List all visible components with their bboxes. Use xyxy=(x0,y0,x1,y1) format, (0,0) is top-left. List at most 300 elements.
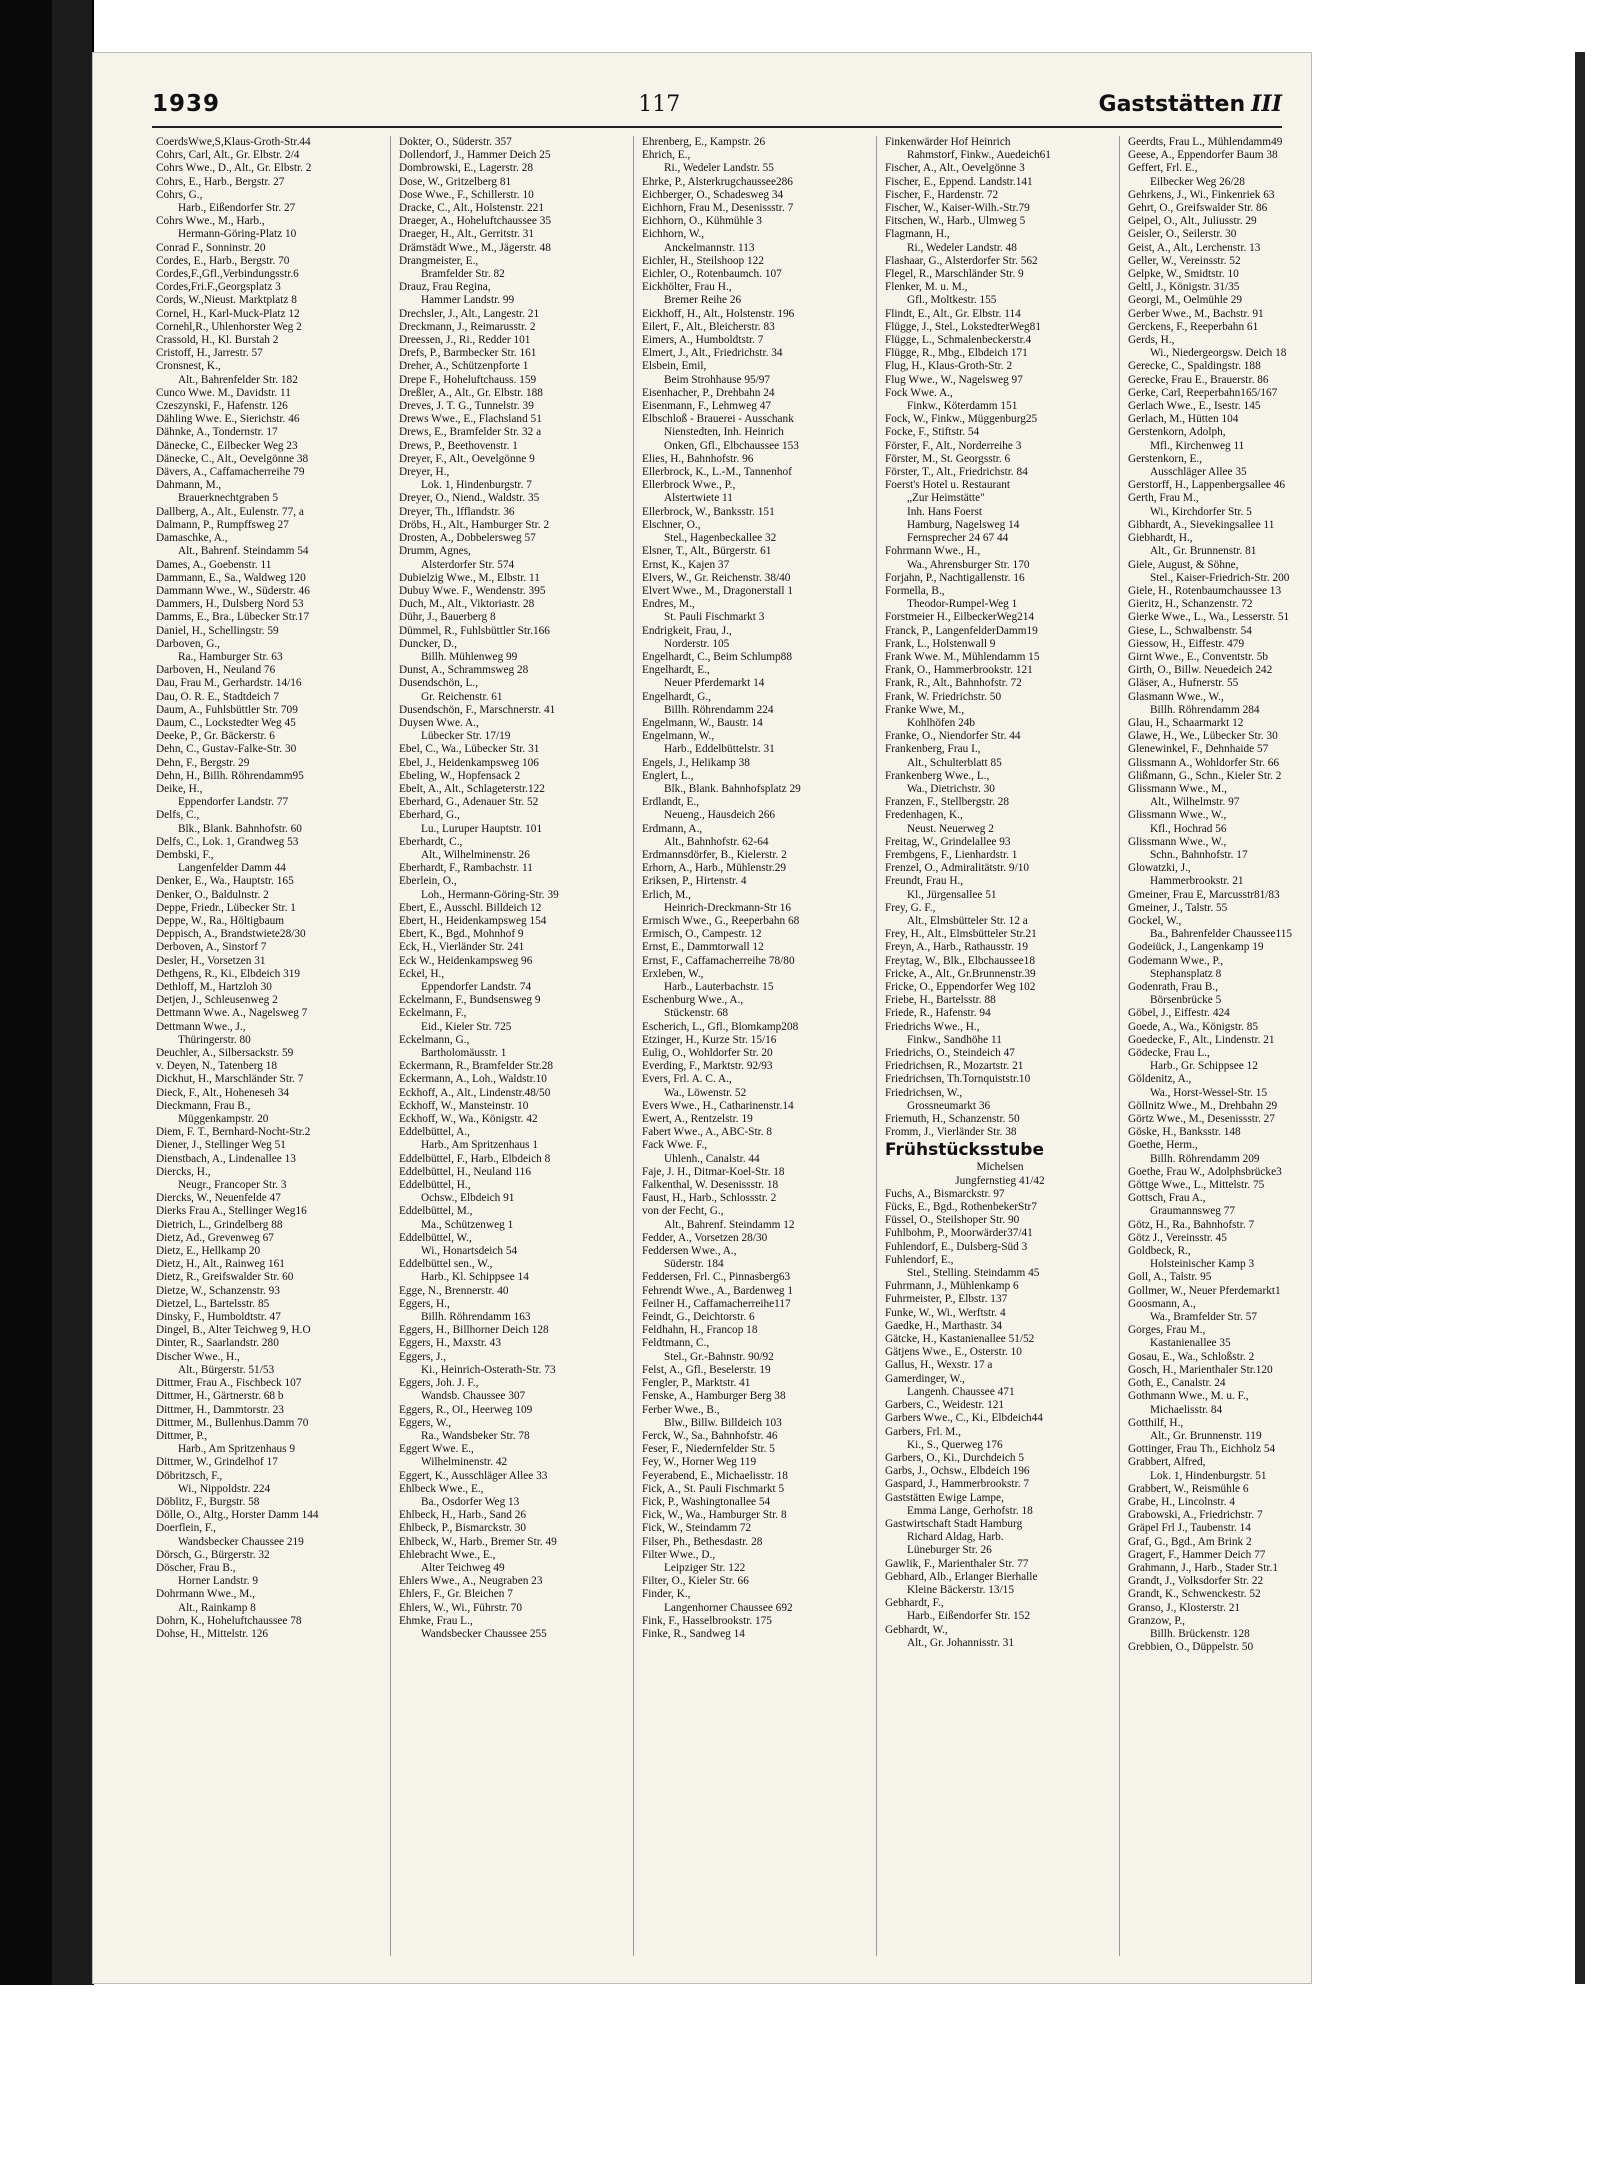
directory-entry: Wi., Niedergeorgsw. Deich 18 xyxy=(1150,347,1287,360)
directory-entry: Ehlbeck, W., Harb., Bremer Str. 49 xyxy=(399,1535,557,1548)
directory-entry: Langenfelder Damm 44 xyxy=(178,862,286,875)
directory-entry: Fücks, E., Bgd., RothenbekerStr7 xyxy=(885,1201,1037,1214)
directory-entry: Fischer, F., Hardenstr. 72 xyxy=(885,188,999,201)
directory-entry: Fromm, J., Vierländer Str. 38 xyxy=(885,1126,1017,1139)
directory-entry: Giebhardt, H., xyxy=(1128,532,1193,545)
directory-entry: Dusendschön, L., xyxy=(399,677,479,690)
directory-entry: Eberlein, O., xyxy=(399,875,457,888)
directory-entry: Gaedke, H., Marthastr. 34 xyxy=(885,1319,1003,1332)
directory-entry: Drauz, Frau Regina, xyxy=(399,281,491,294)
directory-entry: Dallberg, A., Alt., Eulenstr. 77, a xyxy=(156,505,304,518)
directory-entry: Feddersen Wwe., A., xyxy=(642,1245,737,1258)
directory-entry: Fabert Wwe., A., ABC-Str. 8 xyxy=(642,1126,773,1139)
directory-entry: Dalmann, P., Rumpffsweg 27 xyxy=(156,518,289,531)
directory-entry: Ehlers, W., Wi., Führstr. 70 xyxy=(399,1601,522,1614)
directory-entry: CoerdsWwe,S,Klaus-Groth-Str.44 xyxy=(156,136,311,148)
directory-entry: Gerds, H., xyxy=(1128,334,1175,347)
directory-entry: Gaststätten Ewige Lampe, xyxy=(885,1491,1004,1504)
directory-entry: Deppisch, A., Brandstwiete28/30 xyxy=(156,928,306,941)
directory-entry: Eichberger, O., Schadesweg 34 xyxy=(642,188,784,201)
directory-entry: Ra., Hamburger Str. 63 xyxy=(178,650,283,663)
directory-entry: Gerstenkorn, E., xyxy=(1128,452,1203,465)
directory-entry: Ermisch, O., Campestr. 12 xyxy=(642,928,762,941)
directory-entry: Görtz Wwe., M., Desenissstr. 27 xyxy=(1128,1113,1275,1126)
directory-entry: Gallus, H., Wexstr. 17 a xyxy=(885,1359,993,1372)
directory-entry: Finder, K., xyxy=(642,1588,691,1601)
directory-entry: Eckhoff, W., Mansteinstr. 10 xyxy=(399,1099,529,1112)
directory-entry: Ebel, C., Wa., Lübecker Str. 31 xyxy=(399,743,540,756)
directory-entry: Engelhardt, C., Beim Schlump88 xyxy=(642,650,792,663)
directory-entry: Dittmer, Frau A., Fischbeck 107 xyxy=(156,1377,302,1390)
directory-entry: Garbers, O., Ki., Durchdeich 5 xyxy=(885,1451,1024,1464)
directory-entry: Eickhoff, H., Alt., Holstenstr. 196 xyxy=(642,307,795,320)
directory-entry: Harb., Eißendorfer Str. 27 xyxy=(178,202,296,215)
directory-entry: Förster, F., Alt., Norderreihe 3 xyxy=(885,439,1022,452)
directory-entry: Lübecker Str. 17/19 xyxy=(421,730,511,743)
directory-entry: Leipziger Str. 122 xyxy=(664,1561,746,1574)
directory-entry: Diem, F. T., Bernhard-Nocht-Str.2 xyxy=(156,1126,311,1139)
directory-entry: Ellerbrock Wwe., P., xyxy=(642,479,736,492)
directory-entry: Duch, M., Alt., Viktoriastr. 28 xyxy=(399,598,535,611)
page-year: 1939 xyxy=(152,91,221,117)
directory-entry: Dubielzig Wwe., M., Elbstr. 11 xyxy=(399,571,540,584)
directory-entry: Dokter, O., Süderstr. 357 xyxy=(399,136,512,148)
directory-entry: Eckermann, A., Loh., Waldstr.10 xyxy=(399,1073,547,1086)
directory-entry: Ehrke, P., Alsterkrugchaussee286 xyxy=(642,175,793,188)
directory-entry: Langenhorner Chaussee 692 xyxy=(664,1601,793,1614)
directory-entry: Dusendschön, F., Marschnerstr. 41 xyxy=(399,703,556,716)
directory-entry: Lu., Luruper Hauptstr. 101 xyxy=(421,822,543,835)
directory-entry: Erlich, M., xyxy=(642,888,691,901)
directory-entry: Flug Wwe., W., Nagelsweg 97 xyxy=(885,373,1023,386)
directory-entry: Graumannsweg 77 xyxy=(1150,1205,1236,1218)
directory-entry: von der Fecht, G., xyxy=(642,1205,724,1218)
directory-entry: Franke, O., Niendorfer Str. 44 xyxy=(885,730,1021,743)
directory-entry: Faust, H., Harb., Schlossstr. 2 xyxy=(642,1192,777,1205)
directory-entry: Giese, L., Schwalbenstr. 54 xyxy=(1128,624,1252,637)
directory-entry: Ebert, E., Ausschl. Billdeich 12 xyxy=(399,901,542,914)
directory-entry: Graf, G., Bgd., Am Brink 2 xyxy=(1128,1535,1252,1548)
directory-entry: Gothmann Wwe., M. u. F., xyxy=(1128,1390,1249,1403)
directory-entry: Ehrenberg, E., Kampstr. 26 xyxy=(642,136,766,148)
directory-entry: Harb., Eißendorfer Str. 152 xyxy=(907,1610,1030,1623)
directory-entry: Fernsprecher 24 67 44 xyxy=(907,532,1009,545)
directory-entry: Dreckmann, J., Reimarusstr. 2 xyxy=(399,320,536,333)
directory-entry: Frank, O., Hammerbrookstr. 121 xyxy=(885,664,1033,677)
directory-entry: Dammann, E., Sa., Waldweg 120 xyxy=(156,571,306,584)
directory-entry: Glißmann, G., Schn., Kieler Str. 2 xyxy=(1128,769,1282,782)
directory-entry: Dietz, Ad., Grevenweg 67 xyxy=(156,1231,274,1244)
directory-entry: Emma Lange, Gerhofstr. 18 xyxy=(907,1504,1033,1517)
directory-entry: Fricke, A., Alt., Gr.Brunnenstr.39 xyxy=(885,967,1036,980)
directory-entry: Fischer, A., Alt., Oevelgönne 3 xyxy=(885,162,1025,175)
directory-entry: Horner Landstr. 9 xyxy=(178,1575,258,1588)
directory-entry: Dreyer, Th., Ifflandstr. 36 xyxy=(399,505,515,518)
directory-entry: Flashaar, G., Alsterdorfer Str. 562 xyxy=(885,254,1038,267)
directory-entry: Egge, N., Brennerstr. 40 xyxy=(399,1284,509,1297)
directory-entry: Frenzel, O., Admiralitätstr. 9/10 xyxy=(885,862,1030,875)
directory-entry: Czeszynski, F., Hafenstr. 126 xyxy=(156,400,288,413)
directory-entry: Geipel, O., Alt., Juliusstr. 29 xyxy=(1128,215,1257,228)
directory-entry: Dracke, C., Alt., Holstenstr. 221 xyxy=(399,202,544,215)
directory-entry: Alt., Gr. Brunnenstr. 119 xyxy=(1150,1429,1262,1442)
directory-entry: Gollmer, W., Neuer Pferdemarkt1 xyxy=(1128,1284,1281,1297)
directory-entry: Freundt, Frau H., xyxy=(885,875,964,888)
directory-entry: Eggers, H., Billhorner Deich 128 xyxy=(399,1324,549,1337)
directory-entry: Gawlik, F., Marienthaler Str. 77 xyxy=(885,1557,1029,1570)
directory-entry: Göbel, J., Eiffestr. 424 xyxy=(1128,1007,1230,1020)
directory-entry: Börsenbrücke 5 xyxy=(1150,994,1222,1007)
directory-entry: Darboven, G., xyxy=(156,637,220,650)
directory-entry: Fack Wwe. F., xyxy=(642,1139,708,1152)
directory-entry: Grossneumarkt 36 xyxy=(907,1099,991,1112)
directory-entry: Alt., Bahrenfelder Str. 182 xyxy=(178,373,298,386)
directory-entry: Billh. Röhrendamm 163 xyxy=(421,1311,531,1324)
directory-entry: Dähling Wwe. E., Sierichstr. 46 xyxy=(156,413,300,426)
directory-entry: Gläser, A., Hufnerstr. 55 xyxy=(1128,677,1239,690)
directory-entry: Kleine Bäckerstr. 13/15 xyxy=(907,1583,1014,1596)
directory-entry: Etzinger, H., Kurze Str. 15/16 xyxy=(642,1033,777,1046)
directory-entry: Glenewinkel, F., Dehnhaide 57 xyxy=(1128,743,1269,756)
directory-entry: Wa., Dietrichstr. 30 xyxy=(907,782,995,795)
directory-entry: Blk., Blank. Bahnhofsplatz 29 xyxy=(664,782,801,795)
directory-entry: Gamerdinger, W., xyxy=(885,1372,965,1385)
directory-entry: Geltl, J., Königstr. 31/35 xyxy=(1128,281,1240,294)
directory-entry: Engelmann, W., Baustr. 14 xyxy=(642,716,763,729)
directory-entry: Duncker, D., xyxy=(399,637,457,650)
directory-entry: Ebelt, A., Alt., Schlageterstr.122 xyxy=(399,782,545,795)
directory-entry: Fischer, E., Eppend. Landstr.141 xyxy=(885,175,1033,188)
directory-entry: Erdlandt, E., xyxy=(642,796,700,809)
directory-entry: Freyn, A., Harb., Rathausstr. 19 xyxy=(885,941,1029,954)
directory-entry: Girnt Wwe., E., Conventstr. 5b xyxy=(1128,650,1269,663)
directory-entry: Eck, H., Vierländer Str. 241 xyxy=(399,941,525,954)
directory-entry: Filter Wwe., D., xyxy=(642,1548,716,1561)
directory-entry: Gottsch, Frau A., xyxy=(1128,1192,1206,1205)
directory-entry: Harb., Lauterbachstr. 15 xyxy=(664,981,774,993)
directory-entry: Rahmstorf, Finkw., Auedeich61 xyxy=(907,149,1051,162)
directory-entry: Gerckens, F., Reeperbahn 61 xyxy=(1128,320,1259,333)
directory-entry: Billh. Röhrendamm 284 xyxy=(1150,703,1260,716)
directory-entry: Cordes, E., Harb., Bergstr. 70 xyxy=(156,254,290,267)
directory-entry: Glissmann Wwe., W., xyxy=(1128,809,1227,822)
directory-entry: Ernst, K., Kajen 37 xyxy=(642,558,730,571)
directory-entry: Eddelbüttel, A., xyxy=(399,1126,470,1139)
directory-entry: Bramfelder Str. 82 xyxy=(421,268,505,281)
directory-entry: Derboven, A., Sinstorf 7 xyxy=(156,941,267,954)
directory-entry: Cords, W.,Nieust. Marktplatz 8 xyxy=(156,294,297,307)
directory-entry: Elschner, O., xyxy=(642,518,701,531)
directory-entry: Geerdts, Frau L., Mühlendamm49 xyxy=(1128,136,1283,148)
directory-entry: Elies, H., Bahnhofstr. 96 xyxy=(642,452,754,465)
directory-entry: Gieritz, H., Schanzenstr. 72 xyxy=(1128,598,1253,611)
directory-entry: Dittmer, M., Bullenhus.Damm 70 xyxy=(156,1416,309,1429)
directory-entry: Ehlbeck, P., Bismarckstr. 30 xyxy=(399,1522,527,1535)
directory-entry: Hammerbrookstr. 21 xyxy=(1150,875,1244,888)
directory-entry: Giessow, H., Eiffestr. 479 xyxy=(1128,637,1245,650)
directory-entry: Flagmann, H., xyxy=(885,228,950,241)
directory-entry: Dittmer, H., Dammtorstr. 23 xyxy=(156,1403,284,1416)
directory-entry: Ma., Schützenweg 1 xyxy=(421,1218,514,1231)
directory-entry: Holsteinischer Kamp 3 xyxy=(1150,1258,1255,1271)
directory-entry: Goth, E., Canalstr. 24 xyxy=(1128,1377,1226,1390)
directory-entry: Dickhut, H., Marschländer Str. 7 xyxy=(156,1073,304,1086)
directory-entry: Dietz, R., Greifswalder Str. 60 xyxy=(156,1271,294,1284)
directory-entry: Alt., Bahrenf. Steindamm 54 xyxy=(178,545,309,558)
directory-entry: Ebert, K., Bgd., Mohnhof 9 xyxy=(399,928,524,941)
directory-entry: Funke, W., Wi., Werftstr. 4 xyxy=(885,1306,1006,1319)
directory-entry: Fredenhagen, K., xyxy=(885,809,963,822)
directory-entry: Drefs, P., Barmbecker Str. 161 xyxy=(399,347,537,360)
directory-entry: Flügge, J., Stel., LokstedterWeg81 xyxy=(885,320,1041,333)
directory-entry: Gierke Wwe., L., Wa., Lesserstr. 51 xyxy=(1128,611,1290,624)
directory-entry: Gotthilf, H., xyxy=(1128,1416,1184,1429)
directory-entry: Dittmer, W., Grindelhof 17 xyxy=(156,1456,278,1469)
directory-entry: Eickhölter, Frau H., xyxy=(642,281,732,294)
directory-entry: Inh. Hans Foerst xyxy=(907,505,982,518)
previous-page-edge xyxy=(52,0,94,1985)
directory-entry: Fuhrmann, J., Mühlenkamp 6 xyxy=(885,1280,1019,1293)
directory-entry: Döblitz, F., Burgstr. 58 xyxy=(156,1495,260,1508)
directory-entry: Norderstr. 105 xyxy=(664,637,730,650)
directory-entry: Langenh. Chaussee 471 xyxy=(907,1385,1015,1398)
directory-entry: Müggenkampstr. 20 xyxy=(178,1113,269,1126)
directory-entry: Englert, L., xyxy=(642,769,694,782)
directory-entry: Eddelbüttel, H., xyxy=(399,1179,471,1192)
directory-entry: Grandt, J., Volksdorfer Str. 22 xyxy=(1128,1575,1264,1588)
directory-entry: Gehrt, O., Greifswalder Str. 86 xyxy=(1128,202,1268,215)
directory-entry: Freytag, W., Blk., Elbchaussee18 xyxy=(885,954,1035,967)
directory-entry: Ehmke, Frau L., xyxy=(399,1614,473,1627)
directory-entry: Eisenmann, F., Lehmweg 47 xyxy=(642,400,771,413)
directory-entry: Drews, E., Bramfelder Str. 32 a xyxy=(399,426,542,439)
directory-column-4 xyxy=(881,136,1120,1956)
directory-entry: Delfs, C., xyxy=(156,809,200,822)
directory-entry: Ebeling, W., Hopfensack 2 xyxy=(399,769,521,782)
directory-entry: Evers Wwe., H., Catharinenstr.14 xyxy=(642,1099,794,1112)
directory-entry: Grabowski, A., Friedrichstr. 7 xyxy=(1128,1509,1263,1522)
directory-entry: Drämstädt Wwe., M., Jägerstr. 48 xyxy=(399,241,551,254)
directory-entry: Feyerabend, E., Michaelisstr. 18 xyxy=(642,1469,788,1482)
directory-entry: Eppendorfer Landstr. 74 xyxy=(421,981,532,993)
directory-entry: Fischer, W., Kaiser-Wilh.-Str.79 xyxy=(885,202,1030,215)
directory-entry: Gosch, H., Marienthaler Str.120 xyxy=(1128,1363,1273,1376)
directory-entry: Billh. Mühlenweg 99 xyxy=(421,650,518,663)
directory-entry: Harb., Am Spritzenhaus 9 xyxy=(178,1443,296,1456)
directory-entry: Focke, F., Stiftstr. 54 xyxy=(885,426,980,439)
directory-entry: Erdmannsdörfer, B., Kielerstr. 2 xyxy=(642,848,787,861)
directory-entry: Engelhardt, E., xyxy=(642,664,710,677)
directory-entry: Fey, W., Horner Weg 119 xyxy=(642,1456,757,1469)
directory-entry: Dörsch, G., Bürgerstr. 32 xyxy=(156,1548,270,1561)
directory-entry: Uhlenh., Canalstr. 44 xyxy=(664,1152,760,1165)
directory-entry: Dieck, F., Alt., Hoheneseh 34 xyxy=(156,1086,290,1099)
directory-entry: Dühr, J., Bauerberg 8 xyxy=(399,611,496,624)
directory-entry: Gebhardt, F., xyxy=(885,1597,944,1610)
directory-entry: Wi., Kirchdorfer Str. 5 xyxy=(1150,505,1252,518)
directory-entry: Gerstorff, H., Lappenbergsallee 46 xyxy=(1128,479,1286,492)
directory-entry: Godemann Wwe., P., xyxy=(1128,954,1224,967)
directory-entry: Eckelmann, F., Bundsensweg 9 xyxy=(399,994,541,1007)
directory-entry: Gerlach, M., Hütten 104 xyxy=(1128,413,1239,426)
directory-entry: Dreßler, A., Alt., Gr. Elbstr. 188 xyxy=(399,386,543,399)
directory-entry: Garbers, Frl. M., xyxy=(885,1425,961,1438)
directory-entry: Feilner H., Caffamacherreihe117 xyxy=(642,1297,791,1310)
directory-entry: Ri., Wedeler Landstr. 55 xyxy=(664,162,774,175)
directory-entry: Girth, O., Billw. Neuedeich 242 xyxy=(1128,664,1273,677)
directory-entry: Goosmann, A., xyxy=(1128,1297,1196,1310)
directory-entry: Dittmer, H., Gärtnerstr. 68 b xyxy=(156,1390,284,1403)
directory-entry: Götz, H., Ra., Bahnhofstr. 7 xyxy=(1128,1218,1255,1231)
directory-entry: Dietrich, L., Grindelberg 88 xyxy=(156,1218,283,1231)
directory-entry: Eggers, H., xyxy=(399,1297,450,1310)
directory-entry: Neust. Neuerweg 2 xyxy=(907,822,994,835)
directory-entry: Cronsnest, K., xyxy=(156,360,221,373)
directory-entry: Dölle, O., Altg., Horster Damm 144 xyxy=(156,1509,319,1522)
directory-entry: Dävers, A., Caffamacherreihe 79 xyxy=(156,466,305,479)
directory-entry: Michaelisstr. 84 xyxy=(1150,1403,1223,1416)
directory-entry: Ausschläger Allee 35 xyxy=(1150,466,1247,479)
directory-entry: Ferber Wwe., B., xyxy=(642,1403,720,1416)
directory-entry: Dittmer, P., xyxy=(156,1429,208,1442)
directory-entry: Dietz, E., Hellkamp 20 xyxy=(156,1245,261,1258)
directory-entry: Dohse, H., Mittelstr. 126 xyxy=(156,1627,269,1640)
directory-entry: Gmeiner, J., Talstr. 55 xyxy=(1128,901,1228,914)
directory-entry: Göttge Wwe., L., Mittelstr. 75 xyxy=(1128,1179,1265,1192)
directory-entry: Wi., Honartsdeich 54 xyxy=(421,1245,518,1258)
directory-entry: Drepe F., Hoheluftchauss. 159 xyxy=(399,373,537,386)
directory-entry: Eichler, O., Rotenbaumch. 107 xyxy=(642,268,782,281)
directory-entry: Wa., Horst-Wessel-Str. 15 xyxy=(1150,1086,1268,1099)
directory-entry: Alt., Gr. Johannisstr. 31 xyxy=(907,1636,1015,1649)
directory-entry: Dohrmann Wwe., M., xyxy=(156,1588,255,1601)
directory-entry: Goedecke, F., Alt., Lindenstr. 21 xyxy=(1128,1033,1275,1046)
directory-entry: Alt., Rainkamp 8 xyxy=(178,1601,256,1614)
directory-entry: Dammers, H., Dulsberg Nord 53 xyxy=(156,598,304,611)
directory-entry: Ellerbrock, K., L.-M., Tannenhof xyxy=(642,466,792,479)
directory-entry: Alt., Gr. Brunnenstr. 81 xyxy=(1150,545,1257,558)
directory-entry: Diener, J., Stellinger Weg 51 xyxy=(156,1139,286,1152)
directory-entry: Kastanienallee 35 xyxy=(1150,1337,1231,1350)
directory-entry: Drosten, A., Dobbelersweg 57 xyxy=(399,532,536,545)
directory-entry: Fuhlendorf, E., Dulsberg-Süd 3 xyxy=(885,1240,1028,1253)
directory-entry: Eilert, F., Alt., Bleicherstr. 83 xyxy=(642,320,775,333)
directory-entry: Fuhlbohm, P., Moorwärder37/41 xyxy=(885,1227,1033,1240)
directory-entry: Discher Wwe., H., xyxy=(156,1350,240,1363)
directory-entry: Filser, Ph., Bethesdastr. 28 xyxy=(642,1535,763,1548)
directory-entry: Franzen, F., Stellbergstr. 28 xyxy=(885,796,1010,809)
directory-entry: Feldhahn, H., Francop 18 xyxy=(642,1324,758,1337)
directory-entry: Frank, L., Holstenwall 9 xyxy=(885,637,996,650)
directory-entry: Giele, H., Rotenbaumchaussee 13 xyxy=(1128,584,1282,597)
directory-entry: Alt., Wilhelmstr. 97 xyxy=(1150,796,1240,809)
directory-entry: Glasmann Wwe., W., xyxy=(1128,690,1224,703)
directory-entry: Lok. 1, Hindenburgstr. 51 xyxy=(1150,1469,1267,1482)
directory-entry: Drews Wwe., E., Flachsland 51 xyxy=(399,413,542,426)
directory-entry: Gmeiner, Frau E, Marcusstr81/83 xyxy=(1128,888,1280,901)
directory-entry: Stückenstr. 68 xyxy=(664,1007,729,1020)
directory-entry: Billh. Brückenstr. 128 xyxy=(1150,1627,1250,1640)
directory-entry: Dienstbach, A., Lindenallee 13 xyxy=(156,1152,296,1165)
directory-entry: Draeger, H., Alt., Gerritstr. 31 xyxy=(399,228,535,241)
directory-entry: Fuhlendorf, E., xyxy=(885,1253,954,1266)
directory-entry: Deppe, W., Ra., Höltigbaum xyxy=(156,914,285,927)
directory-entry: Deppe, Friedr., Lübecker Str. 1 xyxy=(156,901,296,914)
directory-entry: Erxleben, W., xyxy=(642,967,704,980)
directory-entry: Beim Strohhause 95/97 xyxy=(664,373,771,386)
directory-entry: Lüneburger Str. 26 xyxy=(907,1544,992,1557)
directory-entry: Eggers, Joh. J. F., xyxy=(399,1377,479,1390)
directory-entry: Göllnitz Wwe., M., Drehbahn 29 xyxy=(1128,1099,1278,1112)
directory-entry: Ernst, E., Dammtorwall 12 xyxy=(642,941,764,954)
directory-entry: Daum, A., Fuhlsbüttler Str. 709 xyxy=(156,703,298,716)
directory-entry: Gaspard, J., Hammerbrookstr. 7 xyxy=(885,1478,1030,1491)
directory-entry: Dreyer, F., Alt., Oevelgönne 9 xyxy=(399,452,535,465)
directory-entry: Dethgens, R., Ki., Elbdeich 319 xyxy=(156,967,301,980)
directory-entry: Mfl., Kirchenweg 11 xyxy=(1150,439,1245,452)
directory-entry: Dettmann Wwe., J., xyxy=(156,1020,246,1033)
page-number: 117 xyxy=(638,91,681,117)
directory-entry: Dreyer, O., Niend., Waldstr. 35 xyxy=(399,492,540,505)
directory-entry: Daniel, H., Schellingstr. 59 xyxy=(156,624,279,637)
directory-entry: Ehlbeck, H., Harb., Sand 26 xyxy=(399,1509,527,1522)
directory-entry: Eggers, R., Ol., Heerweg 109 xyxy=(399,1403,533,1416)
directory-entry: Billh. Röhrendamm 224 xyxy=(664,703,774,716)
directory-entry: Fuhrmeister, P., Elbstr. 137 xyxy=(885,1293,1008,1306)
directory-entry: Glowatzki, J., xyxy=(1128,862,1191,875)
directory-entry: Glissmann Wwe., M., xyxy=(1128,782,1227,795)
directory-entry: Faje, J. H., Ditmar-Koel-Str. 18 xyxy=(642,1165,785,1178)
directory-entry: Dreves, J. T. G., Tunnelstr. 39 xyxy=(399,400,534,413)
directory-entry: Gelpke, W., Smidtstr. 10 xyxy=(1128,268,1239,281)
directory-entry: Fick, A., St. Pauli Fischmarkt 5 xyxy=(642,1482,785,1495)
directory-entry: Alter Teichweg 49 xyxy=(421,1561,505,1574)
directory-entry: Fehrendt Wwe., A., Bardenweg 1 xyxy=(642,1284,794,1297)
directory-entry: Cohrs Wwe., D., Alt., Gr. Elbstr. 2 xyxy=(156,162,312,175)
directory-entry: Duysen Wwe. A., xyxy=(399,716,479,729)
section-numeral: III xyxy=(1251,91,1282,117)
directory-entry: Escherich, L., Gfl., Blomkamp208 xyxy=(642,1020,799,1033)
directory-entry: Heinrich-Dreckmann-Str 16 xyxy=(664,901,792,914)
directory-entry: Süderstr. 184 xyxy=(664,1258,724,1271)
directory-entry: Gorges, Frau M., xyxy=(1128,1324,1206,1337)
directory-entry: Frühstücksstube xyxy=(885,1140,1045,1161)
section-title xyxy=(1099,91,1282,117)
directory-entry: Eddelbüttel sen., W., xyxy=(399,1258,493,1271)
directory-entry: Gibhardt, A., Sievekingsallee 11 xyxy=(1128,518,1275,531)
directory-entry: Eichhorn, O., Kühmühle 3 xyxy=(642,215,762,228)
directory-entry: Alt., Wilhelminenstr. 26 xyxy=(421,848,530,861)
directory-entry: Ochsw., Elbdeich 91 xyxy=(421,1192,515,1205)
directory-entry: Dohrn, K., Hoheluftchaussee 78 xyxy=(156,1614,302,1627)
directory-entry: Eckel, H., xyxy=(399,967,445,980)
directory-entry: Ri., Wedeler Landstr. 48 xyxy=(907,241,1017,254)
directory-entry: Glissmann A., Wohldorfer Str. 66 xyxy=(1128,756,1280,769)
directory-entry: Engels, J., Helikamp 38 xyxy=(642,756,750,769)
directory-entry: Hammer Landstr. 99 xyxy=(421,294,515,307)
directory-entry: Frankenberg Wwe., L., xyxy=(885,769,990,782)
directory-entry: Eckelmann, F., xyxy=(399,1007,467,1020)
directory-entry: Eimers, A., Humboldtstr. 7 xyxy=(642,334,764,347)
directory-entry: Dembski, F., xyxy=(156,848,214,861)
directory-entry: Denker, E., Wa., Hauptstr. 165 xyxy=(156,875,294,888)
directory-entry: Elvers, W., Gr. Reichenstr. 38/40 xyxy=(642,571,791,584)
directory-entry: Ellerbrock, W., Banksstr. 151 xyxy=(642,505,775,518)
directory-entry: Diercks, W., Neuenfelde 47 xyxy=(156,1192,281,1205)
directory-columns xyxy=(152,136,1362,1956)
directory-entry: Fock, W., Finkw., Müggenburg25 xyxy=(885,413,1038,426)
directory-entry: Grabbert, Alfred, xyxy=(1128,1456,1206,1469)
